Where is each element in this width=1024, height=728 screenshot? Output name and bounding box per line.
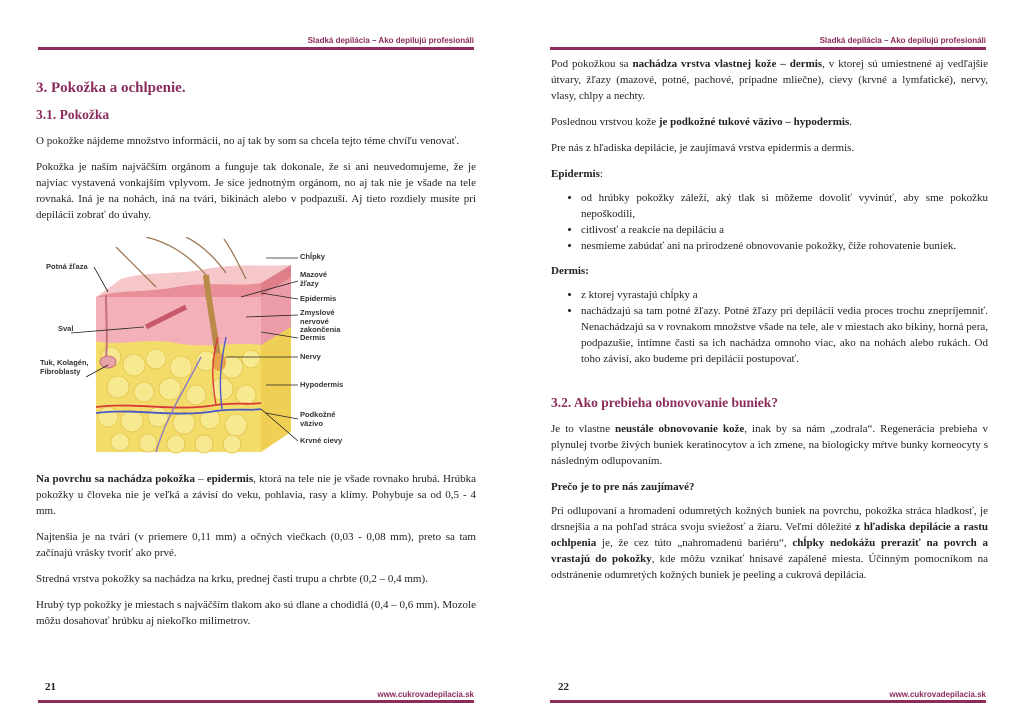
text-span: , ktorá na tele nie je všade rovnako hrubá. Hrúbka pokožky u človeka nie je veľká a závisí do veku, pohlavia, rasy a klímy. Pohybuje sa od 0,5 - 4 mm. bbox=[36, 473, 477, 517]
bold-text: nachádza vrstva vlastnej kože – dermis bbox=[632, 58, 823, 70]
paragraph: Hrubý typ pokožky je miestach s najväčším tlakom ako sú dlane a chodidlá (0,4 – 0,6 mm). Mozole môžu dosahovať hrúbku aj niekoľko milimetrov. bbox=[36, 599, 476, 627]
paragraph: Pokožka je naším najväčším orgánom a funguje tak dokonale, že si ani neuvedomujeme, že je najviac vystavená vonkajším vplyvom. Je síce jednotným orgánom, no aj tak nie je všade na tele rovnaká. Iná je na nohách, iná na tvári, bikinách alebo v podpazuší. Aj tieto rozdiely musíte pri depilácii zobrať do úvahy. bbox=[36, 161, 476, 221]
bold-text: epidermis bbox=[206, 473, 254, 485]
label-hairs: Chĺpky bbox=[300, 252, 326, 261]
heading-colon: : bbox=[599, 168, 603, 180]
paragraph: O pokožke nájdeme množstvo informácii, no aj tak by som sa chcela tejto téme chvíľu venovať. bbox=[36, 135, 460, 147]
paragraph: Najtenšia je na tvári (v priemere 0,11 mm) a očných viečkach (0,03 - 0,08 mm), preto sa tam začínajú vrásky tvoriť ako prvé. bbox=[36, 531, 476, 559]
label-blood-vessels: Krvné cievy bbox=[300, 436, 343, 445]
epidermis-heading bbox=[551, 166, 988, 182]
page-number: 21 bbox=[45, 681, 56, 693]
text-span: Poslednou vrstvou kože bbox=[551, 116, 659, 128]
footer-url: www.cukrovadepilacia.sk bbox=[889, 690, 986, 699]
subsection-title: 3.1. Pokožka bbox=[36, 107, 110, 122]
section-title: 3. Pokožka a ochlpenie. bbox=[36, 80, 186, 96]
footer-url: www.cukrovadepilacia.sk bbox=[377, 690, 474, 699]
label-dermis: Dermis bbox=[300, 333, 326, 342]
label-nerve-endings: Zmyslové nervové zakončenia bbox=[300, 308, 341, 334]
page-21-content bbox=[36, 80, 476, 639]
label-epidermis: Epidermis bbox=[300, 294, 337, 303]
header-rule bbox=[38, 47, 474, 50]
text-span: – bbox=[194, 473, 207, 485]
list-item: • nachádzajú sa tam potné žľazy. Potné žľazy pri depilácii vedia proces trochu znepríjemniť. Nenachádzajú sa v rovnakom množstve všade na tele, ale v miestach ako bikiny, horná pera, podpazušie, intímne časti sa ich nachádza omnoho viac, ako na nohách alebo rukách. Od toho závisí, ako budeme pri depilácii postupovať. bbox=[581, 303, 988, 367]
bold-text: chĺpky nedokážu preraziť na povrch a vrastajú do pokožky bbox=[551, 537, 988, 565]
bold-text: je podkožné tukové väzivo – hypodermis bbox=[658, 116, 850, 128]
footer-rule bbox=[38, 700, 474, 703]
dermis-list bbox=[551, 287, 988, 367]
label-nerves: Nervy bbox=[300, 352, 321, 361]
running-header: Sladká depilácia – Ako depilujú profesionáli bbox=[307, 36, 474, 45]
paragraph-exfoliation bbox=[551, 503, 988, 583]
label-muscle: Sval bbox=[58, 324, 74, 333]
text-span: . bbox=[849, 116, 852, 128]
label-sweat-gland: Potná žľaza bbox=[46, 262, 88, 271]
label-fat: Tuk, Kolagén, Fibroblasty bbox=[40, 358, 89, 376]
paragraph-dermis bbox=[551, 56, 988, 104]
page-22 bbox=[512, 0, 1024, 728]
text-span: , kde môžu vznikať hnisavé zapálené miesta. Účinným pomocníkom na odstránenie odumretých kožných buniek je peeling a cukrová depilácia. bbox=[551, 553, 988, 581]
text-span: Pri odlupovaní a hromadení odumretých kožných buniek na povrchu, pokožka stráca hladkosť, je drsnejšia a na pohľad stráca svoju sviežosť a žiaru. Veľmi dôležité bbox=[551, 505, 988, 533]
list-item: • od hrúbky pokožky záleží, aký tlak si môžeme dovoliť vyvinúť, aby sme pokožku nepoškodili, bbox=[581, 190, 988, 222]
header-rule bbox=[550, 47, 986, 50]
footer-rule bbox=[550, 700, 986, 703]
list-item: • nesmieme zabúdať ani na prirodzené obnovovanie pokožky, čiže rohovatenie buniek. bbox=[581, 238, 988, 254]
page-22-content bbox=[551, 56, 988, 593]
text-span: , inak by sa nám „zodrala“. Regenerácia prebieha v plynulej tvorbe živých buniek keratinocytov a ich zmene, na biologicky mŕtve bunky korneocyty s následným odlupovaním. bbox=[551, 423, 988, 467]
list-item: • citlivosť a reakcie na depiláciu a bbox=[581, 222, 988, 238]
bold-text: neustále obnovovanie kože bbox=[615, 423, 745, 435]
label-sebaceous-glands: Mazové žľazy bbox=[300, 270, 328, 288]
heading-text: Epidermis bbox=[551, 168, 600, 180]
paragraph: Pre nás z hľadiska depilácie, je zaujímavá vrstva epidermis a dermis. bbox=[551, 142, 855, 154]
text-span: je, že cez túto „nahromadenú bariéru“, bbox=[596, 537, 793, 549]
list-item: • z ktorej vyrastajú chĺpky a bbox=[581, 287, 988, 303]
epidermis-list bbox=[551, 190, 988, 254]
paragraph: Stredná vrstva pokožky sa nachádza na krku, prednej časti trupu a chrbte (0,2 – 0,4 mm). bbox=[36, 573, 428, 585]
dermis-heading: Dermis: bbox=[551, 265, 589, 277]
subsection-title: 3.2. Ako prebieha obnovovanie buniek? bbox=[551, 395, 779, 410]
text-span: , v ktorej sú umiestnené aj vedľajšie útvary, žľazy (mazové, potné, pachové, prípadne mliečne), cievy (krvné a lymfatické), nervy, vlasy, chlpy a nechty. bbox=[551, 58, 988, 102]
skin-cross-section-illustration bbox=[36, 237, 476, 463]
label-hypodermis: Hypodermis bbox=[300, 380, 344, 389]
question-heading: Prečo je to pre nás zaujímavé? bbox=[551, 481, 695, 493]
paragraph-renewal bbox=[551, 421, 988, 469]
skin-diagram bbox=[36, 237, 476, 463]
text-span: Pod pokožkou sa bbox=[551, 58, 633, 70]
page-number: 22 bbox=[558, 681, 569, 693]
bold-text: Na povrchu sa nachádza pokožka bbox=[36, 473, 195, 485]
label-subcutaneous-tissue: Podkožné väzivo bbox=[300, 410, 336, 428]
text-span: Je to vlastne bbox=[551, 423, 615, 435]
paragraph-epidermis bbox=[36, 471, 476, 519]
running-header: Sladká depilácia – Ako depilujú profesionáli bbox=[819, 36, 986, 45]
paragraph-hypodermis bbox=[551, 114, 988, 130]
bold-text: z hľadiska depilácie a rastu ochlpenia bbox=[551, 521, 988, 549]
